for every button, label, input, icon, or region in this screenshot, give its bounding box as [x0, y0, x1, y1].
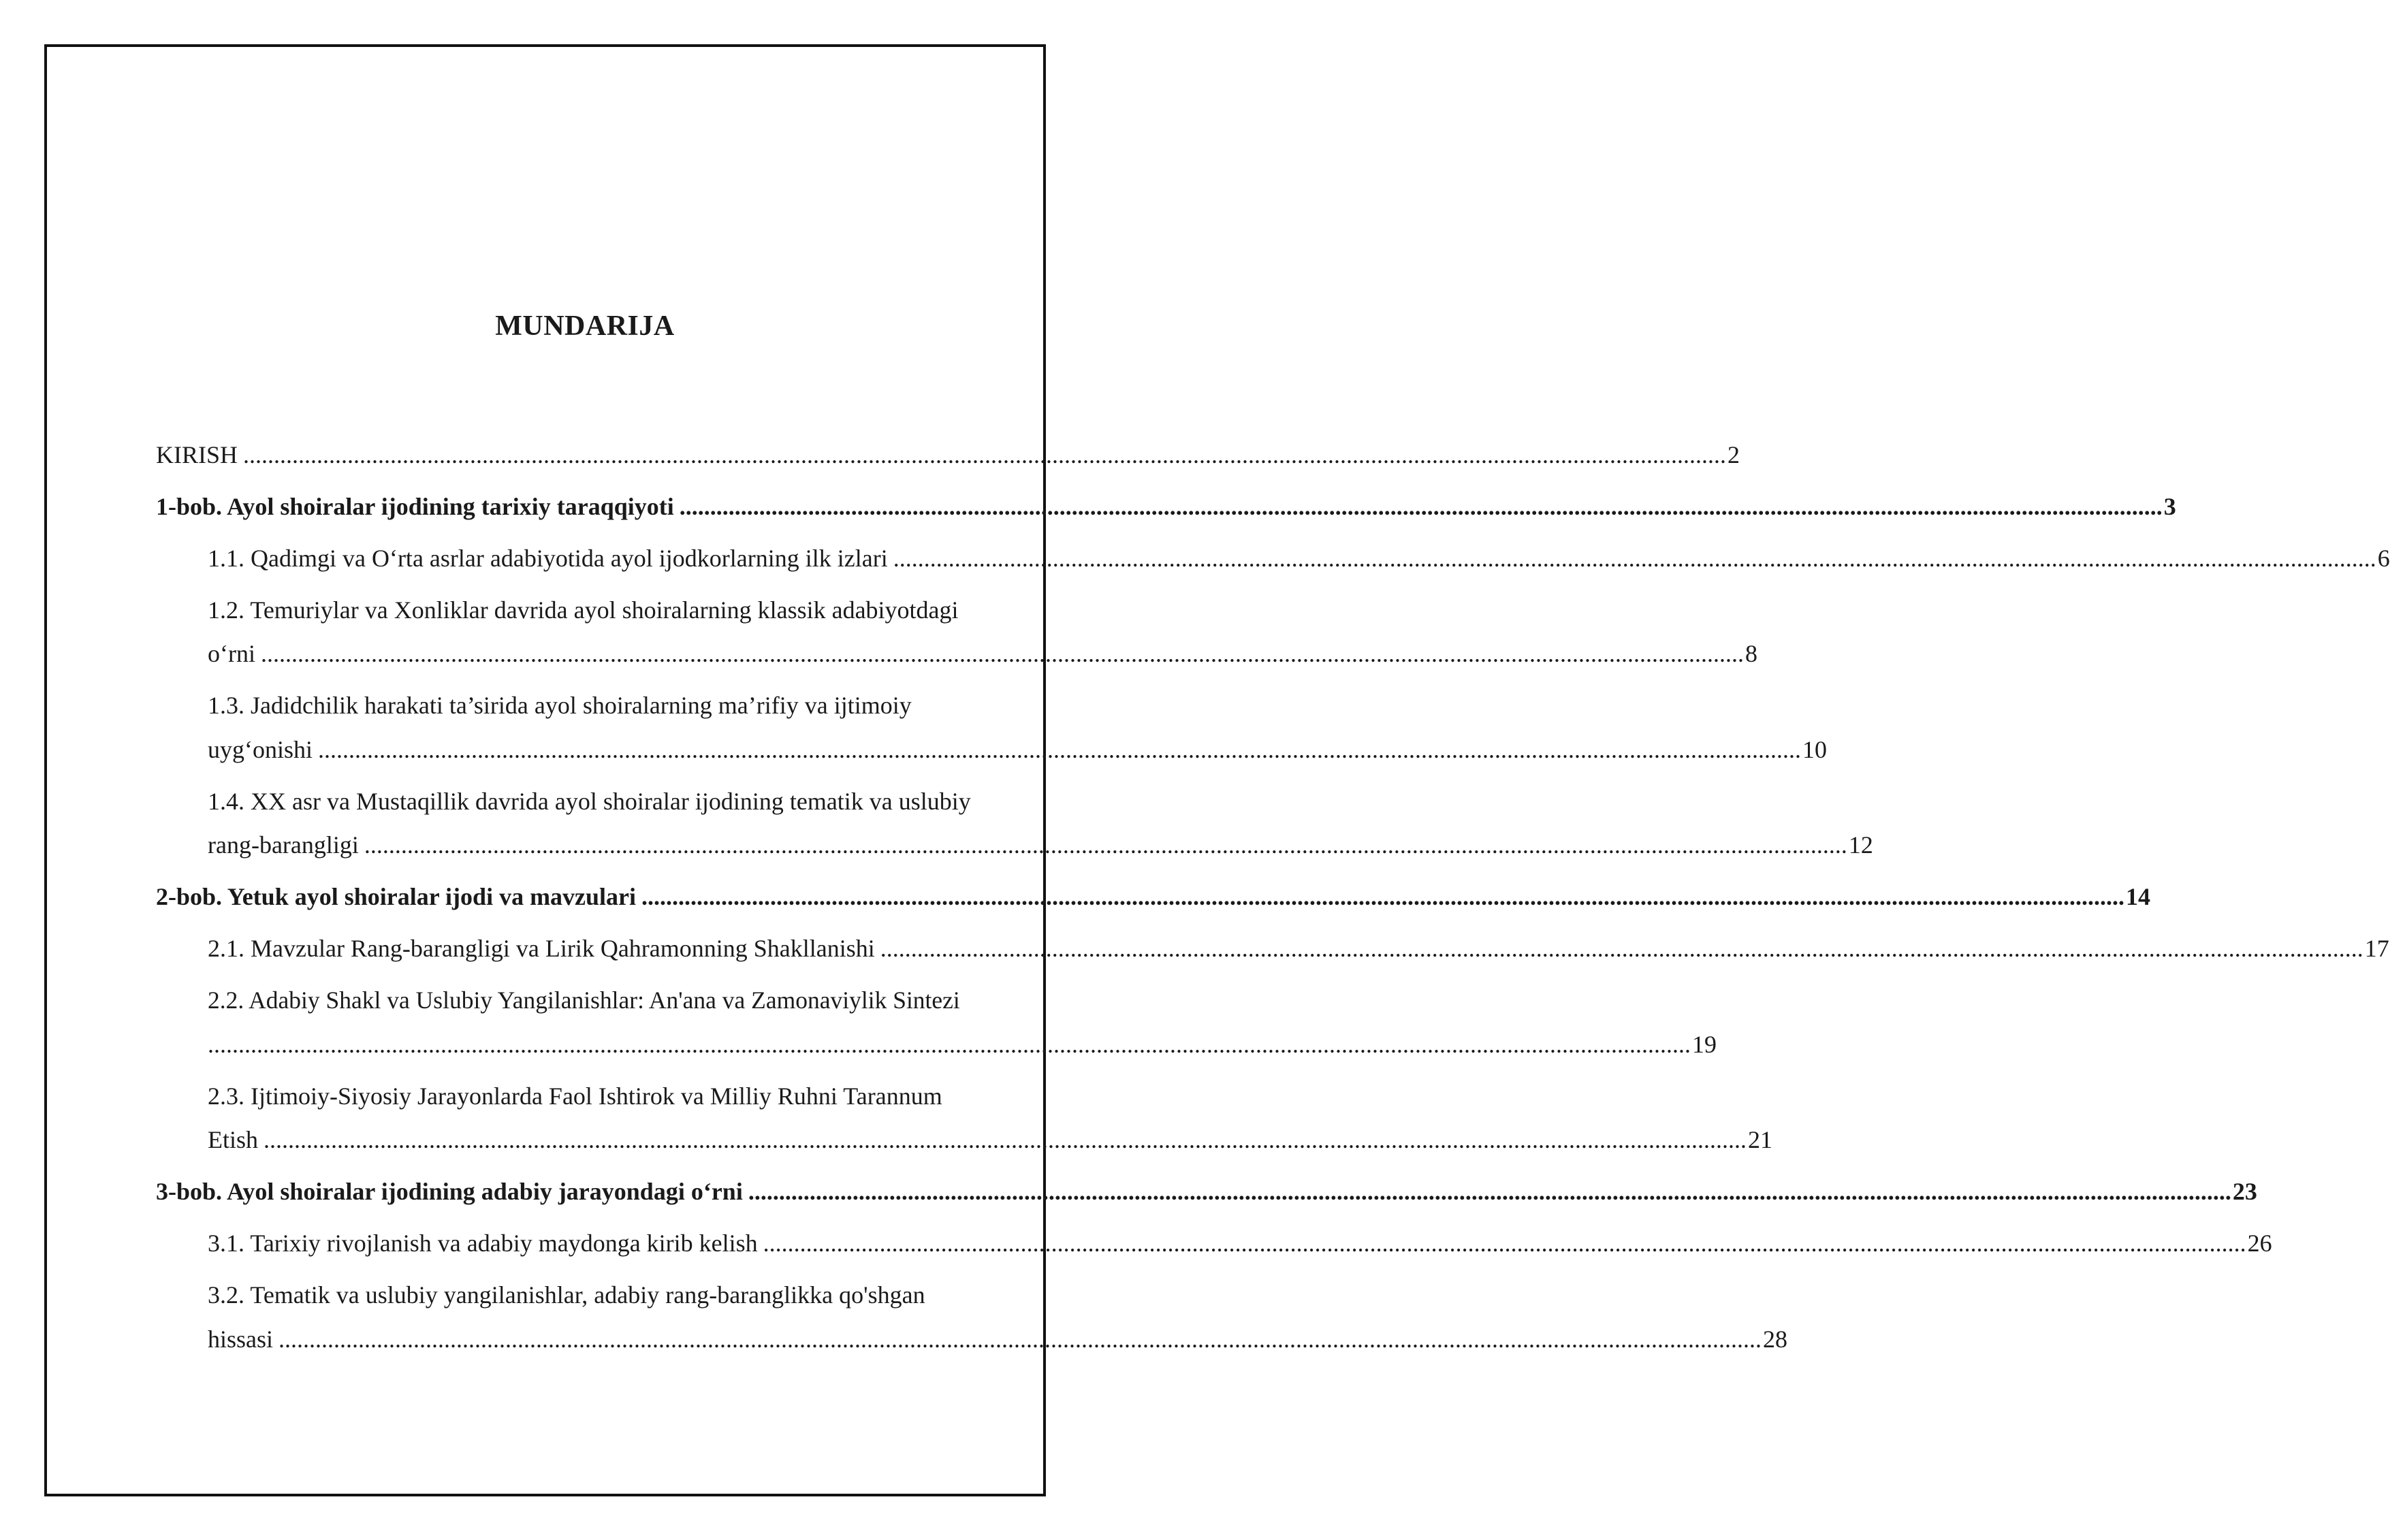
toc-entry-chapter-1[interactable] [156, 492, 2176, 522]
toc-entry-2-3[interactable] [208, 1125, 1773, 1155]
toc-entry-1-3[interactable] [208, 735, 1828, 765]
toc-entry-text: 3-bob. Ayol shoiralar ijodining adabiy jarayondagi o‘rni [156, 1178, 743, 1205]
dot-leader: .................................................................................................................................................................................................................................................. [243, 441, 1727, 468]
toc-page-number: 14 [2126, 883, 2151, 910]
dot-leader: .................................................................................................................................................................................................................................................. [893, 545, 2376, 572]
toc-page-number: 2 [1727, 441, 1740, 468]
toc-entry-1-3-line1[interactable]: 1.3. Jadidchilik harakati ta’sirida ayol shoiralarning ma’rifiy va ijtimoiy [208, 692, 912, 719]
toc-entry-3-2[interactable] [208, 1324, 1788, 1354]
toc-page-number: 28 [1763, 1326, 1788, 1353]
toc-entry-text: o‘rni [208, 640, 255, 667]
toc-entry-text: hissasi [208, 1326, 274, 1353]
toc-entry-1-4-line1[interactable]: 1.4. XX asr va Mustaqillik davrida ayol shoiralar ijodining tematik va uslubiy [208, 788, 971, 815]
dot-leader: .................................................................................................................................................................................................................................................. [880, 935, 2363, 962]
toc-entry-text: 2.1. Mavzular Rang-barangligi va Lirik Qahramonning Shakllanishi [208, 935, 875, 962]
toc-entry-2-2-line1[interactable]: 2.2. Adabiy Shakl va Uslubiy Yangilanishlar: An'ana va Zamonaviylik Sintezi [208, 986, 960, 1014]
toc-page-number: 6 [2377, 545, 2390, 572]
toc-page-number: 8 [1744, 640, 1757, 667]
dot-leader: .................................................................................................................................................................................................................................................. [208, 1031, 1691, 1058]
toc-entry-kirish[interactable] [156, 440, 1740, 470]
toc-entry-3-1[interactable] [208, 1228, 2272, 1258]
toc-entry-text: 1-bob. Ayol shoiralar ijodining tarixiy taraqqiyoti [156, 493, 674, 520]
dot-leader: .................................................................................................................................................................................................................................................. [264, 1126, 1747, 1153]
toc-entry-text: Etish [208, 1126, 259, 1153]
toc-entry-text: uyg‘onishi [208, 736, 313, 763]
dot-leader: .................................................................................................................................................................................................................................................. [763, 1230, 2246, 1257]
toc-page-number: 10 [1802, 736, 1828, 763]
toc-entry-text: 3.1. Tarixiy rivojlanish va adabiy maydonga kirib kelish [208, 1230, 758, 1257]
toc-entry-chapter-3[interactable] [156, 1176, 2257, 1206]
toc-entry-2-2[interactable] [208, 1029, 1717, 1059]
dot-leader: .................................................................................................................................................................................................................................................. [679, 493, 2163, 520]
toc-entry-1-1[interactable] [208, 543, 2390, 573]
toc-entry-text: 1.1. Qadimgi va O‘rta asrlar adabiyotida ayol ijodkorlarning ilk izlari [208, 545, 888, 572]
dot-leader: .................................................................................................................................................................................................................................................. [641, 883, 2125, 910]
toc-entry-1-2-line1[interactable]: 1.2. Temuriylar va Xonliklar davrida ayol shoiralarning klassik adabiyotdagi [208, 596, 959, 624]
toc-entry-text: rang-barangligi [208, 831, 359, 859]
toc-page-number: 26 [2247, 1230, 2272, 1257]
toc-entry-1-4[interactable] [208, 830, 1873, 860]
dot-leader: .................................................................................................................................................................................................................................................. [748, 1178, 2231, 1205]
page-border [44, 44, 1046, 1496]
toc-page-number: 21 [1748, 1126, 1773, 1153]
dot-leader: .................................................................................................................................................................................................................................................. [318, 736, 1802, 763]
toc-entry-1-2[interactable] [208, 639, 1757, 669]
toc-page-number: 23 [2232, 1178, 2257, 1205]
toc-page-number: 12 [1848, 831, 1873, 859]
toc-entry-text: 2-bob. Yetuk ayol shoiralar ijodi va mavzulari [156, 883, 637, 910]
toc-entry-text: KIRISH [156, 441, 238, 468]
toc-entry-2-1[interactable] [208, 933, 2389, 963]
toc-entry-3-2-line1[interactable]: 3.2. Tematik va uslubiy yangilanishlar, adabiy rang-baranglikka qo'shgan [208, 1281, 925, 1309]
dot-leader: .................................................................................................................................................................................................................................................. [278, 1326, 1762, 1353]
dot-leader: .................................................................................................................................................................................................................................................. [260, 640, 1744, 667]
toc-entry-chapter-2[interactable] [156, 882, 2151, 912]
toc-page-number: 3 [2163, 493, 2176, 520]
dot-leader: .................................................................................................................................................................................................................................................. [364, 831, 1847, 859]
toc-page-number: 19 [1692, 1031, 1717, 1058]
toc-entry-2-3-line1[interactable]: 2.3. Ijtimoiy-Siyosiy Jarayonlarda Faol Ishtirok va Milliy Ruhni Tarannum [208, 1082, 942, 1110]
toc-page-number: 17 [2364, 935, 2389, 962]
page-title: MUNDARIJA [495, 310, 675, 342]
